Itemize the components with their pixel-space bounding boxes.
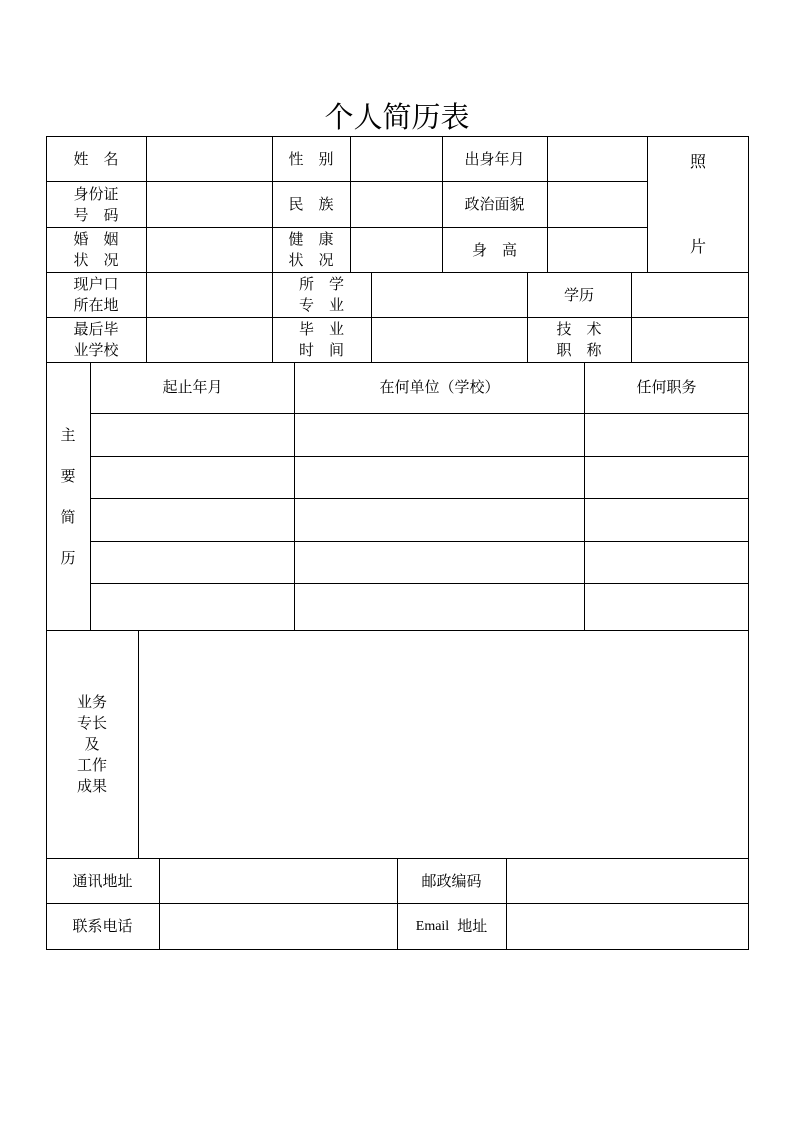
resume-unit-cell[interactable] [295,457,584,498]
resume-char: 主 [60,425,76,444]
label-health-line2: 状 况 [288,251,334,269]
label-resume-section [46,363,90,630]
resume-period-cell[interactable] [91,414,294,456]
expertise-line: 及 [84,735,100,753]
field-ethnicity[interactable] [351,182,442,227]
label-name: 姓 名 [73,149,119,168]
label-email-cn: 地址 [457,917,488,935]
field-phone[interactable] [160,904,397,949]
label-height: 身 高 [471,240,517,259]
field-address[interactable] [160,859,397,903]
label-email [397,904,506,949]
label-marriage [46,228,146,272]
resume-position-cell[interactable] [585,542,748,583]
resume-period-cell[interactable] [91,584,294,630]
label-health-line1: 健 康 [288,230,334,248]
label-email-latin: Email [415,919,450,934]
resume-position-cell[interactable] [585,499,748,541]
field-email[interactable] [507,904,748,949]
expertise-line: 专长 [76,714,107,732]
field-major[interactable] [372,273,527,317]
label-ethnicity: 民 族 [288,195,334,213]
label-health [272,228,350,272]
label-address: 通讯地址 [72,871,133,890]
label-political: 政治面貌 [464,195,525,213]
label-id-line2: 号 码 [73,205,119,224]
label-marriage-line1: 婚 姻 [73,230,119,248]
col-header-position: 任何职务 [636,378,697,396]
field-hukou[interactable] [147,273,272,317]
field-marriage[interactable] [147,228,272,272]
resume-position-cell[interactable] [585,414,748,456]
field-expertise[interactable] [139,631,748,858]
field-health[interactable] [351,228,442,272]
label-gender: 性 别 [288,149,334,168]
resume-period-cell[interactable] [91,457,294,498]
resume-unit-cell[interactable] [295,542,584,583]
label-hukou-line2: 所在地 [73,296,119,314]
label-tech-title [527,318,631,362]
resume-char: 简 [60,507,76,526]
col-header-period: 起止年月 [162,378,223,396]
label-major [272,273,371,317]
field-postcode[interactable] [507,859,748,903]
label-grad-time [272,318,371,362]
table-border-right [748,136,749,950]
expertise-line: 业务 [76,693,107,711]
label-postcode: 邮政编码 [421,871,482,890]
expertise-line: 成果 [76,777,107,795]
label-title-line1: 技 术 [556,320,602,338]
label-major-line1: 所 学 [298,275,344,293]
resume-position-cell[interactable] [585,457,748,498]
field-id-number[interactable] [147,182,272,227]
field-height[interactable] [548,228,647,272]
label-grad-line1: 毕 业 [298,320,344,338]
expertise-line: 工作 [76,756,107,774]
label-expertise [46,631,138,858]
field-political[interactable] [548,182,647,227]
label-hukou [46,273,146,317]
label-phone: 联系电话 [72,917,133,935]
field-school[interactable] [147,318,272,362]
field-grad-time[interactable] [372,318,527,362]
label-id-line1: 身份证 [73,184,119,203]
label-id-number [46,182,146,227]
label-title-line2: 职 称 [556,341,602,359]
label-school-line1: 最后毕 [73,320,119,338]
resume-period-cell[interactable] [91,499,294,541]
resume-period-cell[interactable] [91,542,294,583]
resume-char: 要 [60,466,76,485]
col-header-unit: 在何单位（学校） [379,378,500,396]
resume-position-cell[interactable] [585,584,748,630]
field-birth[interactable] [548,137,647,181]
resume-unit-cell[interactable] [295,584,584,630]
resume-unit-cell[interactable] [295,499,584,541]
label-education: 学历 [563,285,594,304]
label-school-line2: 业学校 [73,341,119,359]
resume-unit-cell[interactable] [295,414,584,456]
field-name[interactable] [147,137,272,181]
field-education[interactable] [632,273,748,317]
photo-label-bottom: 片 [689,237,706,256]
label-grad-line2: 时 间 [298,341,344,359]
field-tech-title[interactable] [632,318,748,362]
label-school [46,318,146,362]
resume-char: 历 [60,548,76,567]
label-marriage-line2: 状 况 [73,251,119,269]
page-title: 个人简历表 [324,100,470,134]
photo-area[interactable] [648,137,748,272]
field-gender[interactable] [351,137,442,181]
label-major-line2: 专 业 [298,296,344,314]
photo-label-top: 照 [689,152,706,171]
label-birth: 出身年月 [464,149,525,168]
label-hukou-line1: 现户口 [73,275,119,293]
table-border-bottom [46,949,749,950]
